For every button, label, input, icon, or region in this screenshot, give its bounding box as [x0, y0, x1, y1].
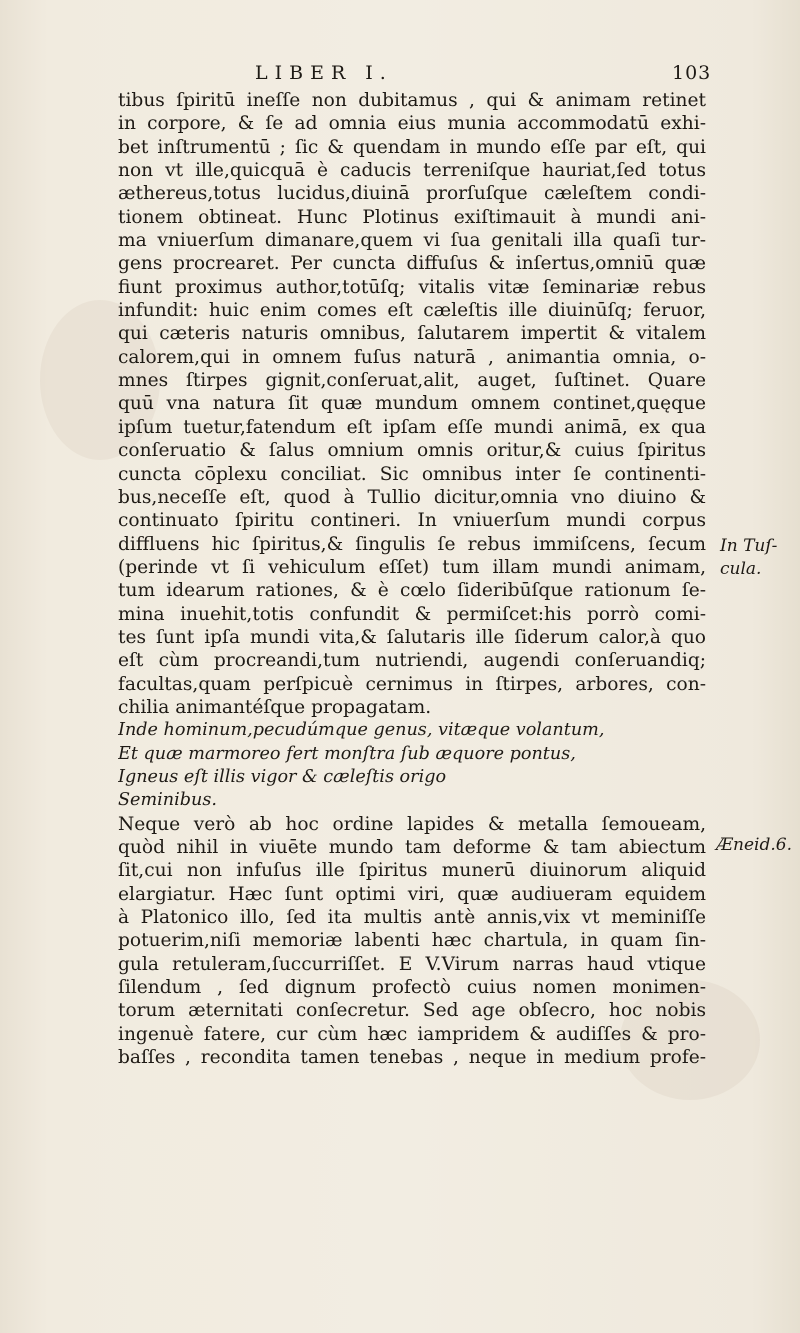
marginal-note-line: cula. — [720, 559, 762, 579]
main-text — [118, 89, 706, 1069]
text-line: chilia animantéſque propagatam. — [118, 696, 432, 718]
text-line: æthereus,totus lucidus,diuinā prorſuſque cæleſtem condi- — [118, 183, 706, 205]
text-line: ingenuè fatere, cur cùm hæc iampridem & audiſſes & pro- — [118, 1023, 706, 1045]
text-line: continuato ſpiritu contineri. In vniuerſum mundi corpus — [118, 510, 706, 532]
text-line: eſt cùm procreandi,tum nutriendi, augendi conſeruandiq; — [118, 650, 706, 672]
text-line: facultas,quam perſpicuè cernimus in ſtirpes, arbores, con- — [118, 673, 706, 695]
text-line: mnes ſtirpes gignit,conſeruat,alit, auget, ſuſtinet. Quare — [118, 370, 706, 392]
text-line: qui cæteris naturis omnibus, ſalutarem impertit & vitalem — [118, 323, 706, 345]
running-head — [0, 60, 800, 90]
text-line: cuncta cōplexu conciliat. Sic omnibus inter ſe continenti- — [118, 463, 706, 485]
text-line: fiunt proximus author,totūſq; vitalis vitæ ſeminariæ rebus — [118, 276, 706, 298]
text-line: ma vniuerſum dimanare,quem vi ſua genitali illa quaſi tur- — [118, 230, 706, 252]
text-line: tibus ſpiritū ineſſe non dubitamus , qui & animam retinet — [118, 90, 706, 111]
text-line: quū vna natura ſit quæ mundum omnem continet,quęque — [118, 393, 706, 415]
text-line: baſſes , recondita tamen tenebas , neque in medium profe- — [118, 1047, 706, 1069]
text-line: bus,neceſſe eſt, quod à Tullio dicitur,omnia vno diuino & — [118, 486, 706, 508]
verse-line: Et quæ marmoreo fert monſtra ſub æquore pontus, — [118, 743, 576, 764]
text-line: Neque verò ab hoc ordine lapides & metalla ſemoueam, — [118, 813, 706, 835]
marginal-note-line: In Tuſ- — [720, 536, 778, 556]
marginal-note-aeneid: Æneid.6. — [716, 835, 792, 855]
text-line: elargiatur. Hæc ſunt optimi viri, quæ audiueram equidem — [118, 883, 706, 905]
text-line: tum idearum rationes, & è cœlo ſideribūſque rationum ſe- — [118, 580, 706, 602]
text-line: in corpore, & ſe ad omnia eius munia accommodatū exhi- — [118, 113, 706, 135]
text-line: diffluens hic ſpiritus,& ſingulis ſe rebus immiſcens, ſecum — [118, 533, 706, 555]
verse-line: Seminibus. — [118, 790, 217, 811]
text-line: à Platonico illo, ſed ita multis antè annis,vix vt meminiſſe — [118, 907, 706, 929]
text-line: ſilendum , ſed dignum profectò cuius nomen monimen- — [118, 977, 706, 999]
text-line: non vt ille,quicquā è caducis terreniſque hauriat,ſed totus — [118, 160, 706, 182]
text-line: infundit: huic enim comes eſt cæleſtis ille diuinūſq; feruor, — [118, 300, 706, 322]
verse-line: Igneus eſt illis vigor & cæleſtis origo — [118, 766, 447, 787]
text-line: (perinde vt ſi vehiculum eſſet) tum illam mundi animam, — [118, 556, 706, 578]
text-line: bet inſtrumentū ; ſic & quendam in mundo eſſe par eſt, qui — [118, 136, 706, 158]
text-line: calorem,qui in omnem fuſus naturā , animantia omnia, o- — [118, 346, 706, 368]
text-line: torum æternitati conſecretur. Sed age obſecro, hoc nobis — [118, 1000, 706, 1022]
page-number: 103 — [672, 62, 712, 84]
text-line: potuerim,niſi memoriæ labenti hæc chartula, in quam ſin- — [118, 930, 706, 952]
text-line: tionem obtineat. Hunc Plotinus exiſtimauit à mundi ani- — [118, 206, 706, 228]
text-line: gens procrearet. Per cuncta diffuſus & inſertus,omniū quæ — [118, 253, 706, 275]
text-line: mina inuehit,totis confundit & permiſcet:his porrò comi- — [118, 603, 706, 625]
running-head-title: LIBER I. — [255, 62, 393, 84]
marginal-note-tusculan — [720, 535, 777, 581]
text-line: gula retuleram,ſuccurriſſet. E V.Virum narras haud vtique — [118, 953, 706, 975]
text-line: conſeruatio & ſalus omnium omnis oritur,& cuius ſpiritus — [118, 440, 706, 462]
verse-line: Inde hominum,pecudúmque genus, vitæque volantum, — [118, 720, 605, 741]
text-line: ſit,cui non infuſus ille ſpiritus munerū diuinorum aliquid — [118, 860, 706, 882]
text-line: tes ſunt ipſa mundi vita,& ſalutaris ille ſiderum calor,à quo — [118, 626, 706, 648]
text-line: ipſum tuetur,fatendum eſt ipſam eſſe mundi animā, ex qua — [118, 416, 706, 438]
text-line: quòd nihil in viuēte mundo tam deforme & tam abiectum — [118, 837, 706, 858]
